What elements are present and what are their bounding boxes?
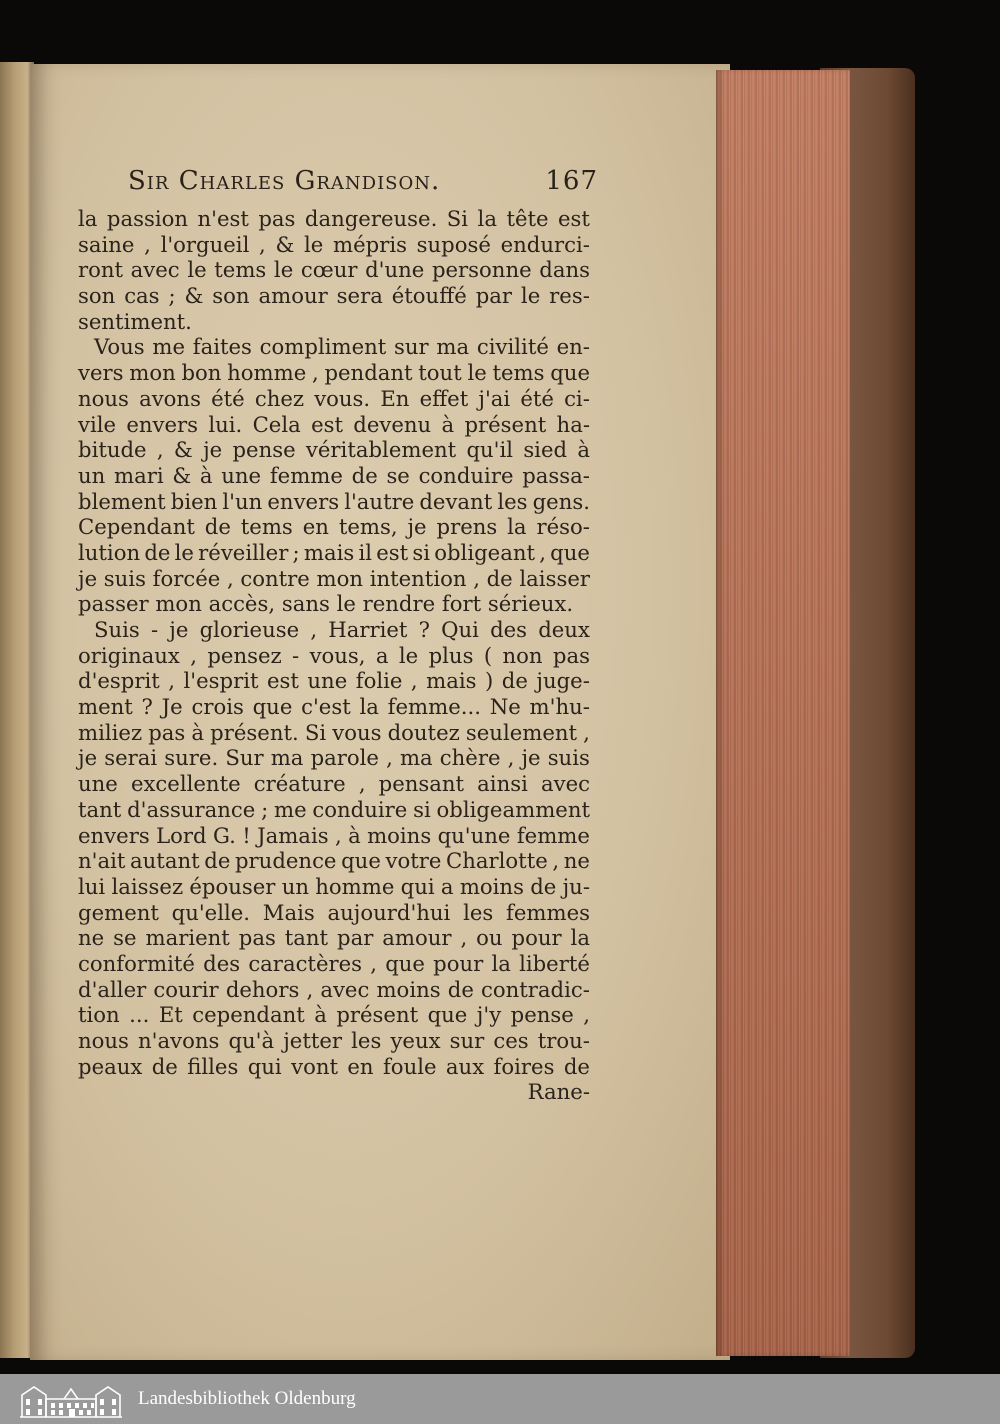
text-line: nous avons été chez vous. En effet j'ai été ci- xyxy=(78,385,590,411)
catchword: Rane- xyxy=(527,1079,590,1105)
text-line: vile envers lui. Cela est devenu à présent ha- xyxy=(78,411,590,437)
text-line: son cas ; & son amour sera étouffé par le res- xyxy=(78,283,590,309)
text-line: un mari & à une femme de se conduire passa- xyxy=(78,462,590,488)
text-line: tion ... Et cependant à présent que j'y pense , xyxy=(78,1002,590,1028)
text-line: d'aller courir dehors , avec moins de contradic- xyxy=(78,976,590,1002)
text-line: sentiment. xyxy=(78,308,192,334)
text-line: passer mon accès, sans le rendre fort sérieux. xyxy=(78,591,574,617)
text-line: lution de le réveiller ; mais il est si obligeant , que xyxy=(78,539,590,565)
text-line: blement bien l'un envers l'autre devant les gens. xyxy=(78,488,590,514)
text-line: miliez pas à présent. Si vous doutez seulement , xyxy=(78,719,590,745)
facing-page-edge xyxy=(0,62,34,1358)
page-block-edges xyxy=(716,70,850,1356)
text-line: Vous me faites compliment sur ma civilité en- xyxy=(94,334,590,360)
text-line: lui laissez épouser un homme qui a moins de ju- xyxy=(78,873,590,899)
text-line: je suis forcée , contre mon intention , de laisser xyxy=(78,565,590,591)
text-line: peaux de filles qui vont en foule aux foires de xyxy=(78,1053,590,1079)
text-line: la passion n'est pas dangereuse. Si la tête est xyxy=(78,206,590,231)
text-line: bitude , & je pense véritablement qu'il sied à xyxy=(78,437,590,463)
text-line: Suis - je glorieuse , Harriet ? Qui des deux xyxy=(94,617,590,642)
text-line: je serai sure. Sur ma parole , ma chère , je suis xyxy=(78,745,590,771)
library-building-icon xyxy=(18,1379,124,1419)
text-line: gement qu'elle. Mais aujourd'hui les femmes xyxy=(78,899,590,925)
text-line: une excellente créature , pensant ainsi avec xyxy=(78,771,590,797)
library-name: Landesbibliothek Oldenburg xyxy=(138,1388,356,1409)
body-text xyxy=(78,206,590,1105)
text-line: envers Lord G. ! Jamais , à moins qu'une femme xyxy=(78,822,590,848)
text-line: saine , l'orgueil , & le mépris suposé endurci- xyxy=(78,231,590,257)
text-line: conformité des caractères , que pour la liberté xyxy=(78,950,590,976)
footer-bar xyxy=(0,1374,1000,1424)
text-line: d'esprit , l'esprit est une folie , mais ) de juge- xyxy=(78,668,590,694)
text-line: n'ait autant de prudence que votre Charlotte , ne xyxy=(78,848,590,874)
text-line: originaux , pensez - vous, a le plus ( non pas xyxy=(78,642,590,668)
running-head xyxy=(128,166,598,200)
text-line: ne se marient pas tant par amour , ou pour la xyxy=(78,925,590,951)
text-line: tant d'assurance ; me conduire si obligeamment xyxy=(78,796,590,822)
text-line: ment ? Je crois que c'est la femme... Ne m'hu- xyxy=(78,694,590,720)
text-line: vers mon bon homme , pendant tout le tems que xyxy=(78,360,590,386)
text-line: nous n'avons qu'à jetter les yeux sur ces trou- xyxy=(78,1028,590,1053)
page-number: 167 xyxy=(545,166,598,196)
running-head-title: Sir Charles Grandison. xyxy=(128,166,441,196)
text-line: ront avec le tems le cœur d'une personne dans xyxy=(78,257,590,283)
text-line: Cependant de tems en tems, je prens la réso- xyxy=(78,514,590,540)
